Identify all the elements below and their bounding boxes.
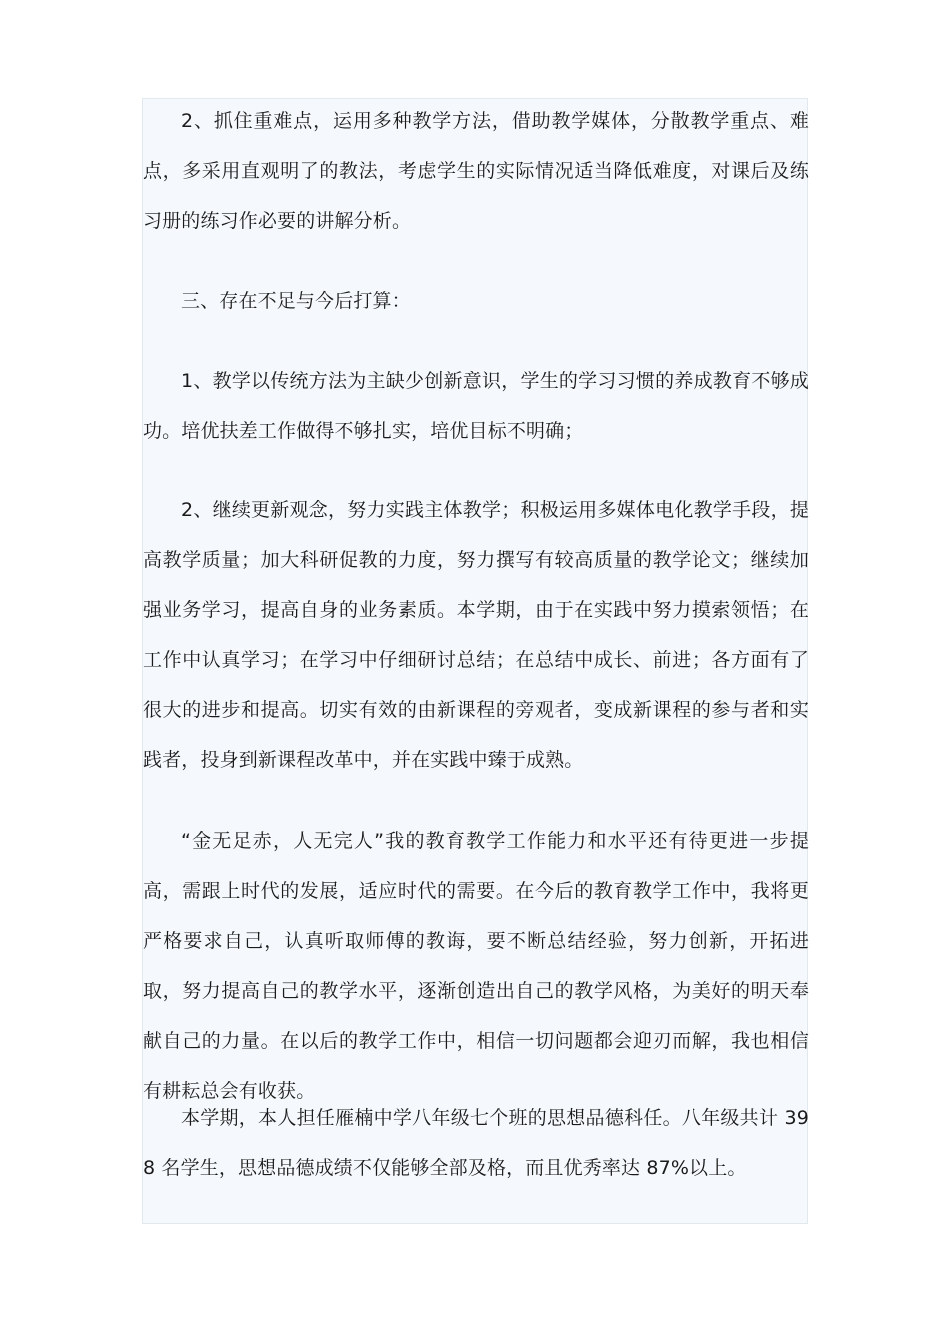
paragraph-teaching-methods: 2、抓住重难点，运用多种教学方法，借助教学媒体，分散教学重点、难点，多采用直观明了的教法，考虑学生的实际情况适当降低难度，对课后及练习册的练习作必要的讲解分析。: [143, 110, 809, 232]
paragraph-self-improvement: “金无足赤，人无完人”我的教育教学工作能力和水平还有待更进一步提高，需跟上时代的发展，适应时代的需要。在今后的教育教学工作中，我将更严格要求自己，认真听取师傅的教诲，要不断总结经验，努力创新，开拓进取，努力提高自己的教学水平，逐渐创造出自己的教学风格，为美好的明天奉献自己的力量。在以后的教学工作中，相信一切问题都会迎刃而解，我也相信有耕耘总会有收获。: [143, 830, 809, 1102]
section-heading-shortcomings: 三、存在不足与今后打算：: [181, 290, 411, 312]
paragraph-future-plans: 2、继续更新观念，努力实践主体教学；积极运用多媒体电化教学手段，提高教学质量；加大科研促教的力度，努力撰写有较高质量的教学论文；继续加强业务学习，提高自身的业务素质。本学期，由于在实践中努力摸索领悟；在工作中认真学习；在学习中仔细研讨总结；在总结中成长、前进；各方面有了很大的进步和提高。切实有效的由新课程的旁观者，变成新课程的参与者和实践者，投身到新课程改革中，并在实践中臻于成熟。: [143, 499, 809, 771]
paragraph-shortcomings: 1、教学以传统方法为主缺少创新意识，学生的学习习惯的养成教育不够成功。培优扶差工作做得不够扎实，培优目标不明确；: [143, 370, 809, 442]
paragraph-semester-summary: 本学期，本人担任雁楠中学八年级七个班的思想品德科任。八年级共计 398 名学生，思想品德成绩不仅能够全部及格，而且优秀率达 87%以上。: [143, 1107, 809, 1179]
document-page: [142, 98, 808, 1224]
